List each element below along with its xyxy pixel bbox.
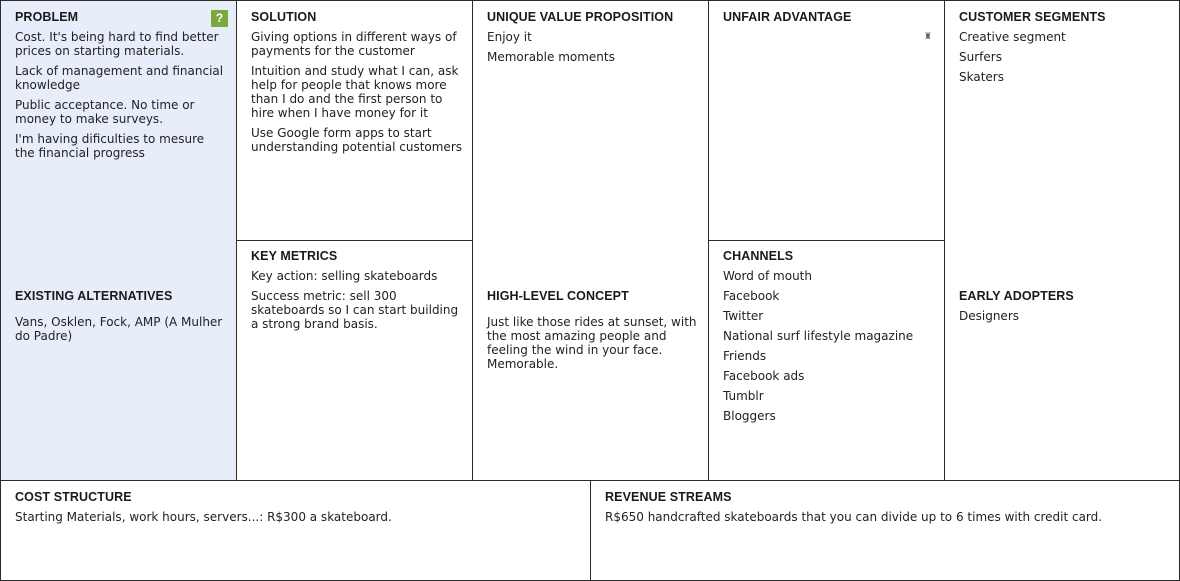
list-item[interactable]: Facebook ads: [723, 369, 805, 383]
solution-title: SOLUTION: [251, 10, 317, 24]
list-item[interactable]: Friends: [723, 349, 767, 363]
cost-structure-section[interactable]: [0, 480, 591, 581]
early-adopters-items: [959, 309, 1169, 329]
high-level-concept-title: HIGH-LEVEL CONCEPT: [487, 289, 629, 303]
unfair-advantage-title: UNFAIR ADVANTAGE: [723, 10, 852, 24]
list-item[interactable]: Starting Materials, work hours, servers...: R$300 a skateboard.: [15, 510, 392, 524]
channels-title: CHANNELS: [723, 249, 794, 263]
list-item[interactable]: I'm having dificulties to mesure the financial progress: [15, 132, 205, 160]
list-item[interactable]: National surf lifestyle magazine: [723, 329, 914, 343]
list-item[interactable]: Vans, Osklen, Fock, AMP (A Mulher do Padre): [15, 315, 223, 343]
list-item[interactable]: Skaters: [959, 70, 1004, 84]
key-metrics-title: KEY METRICS: [251, 249, 338, 263]
list-item[interactable]: Success metric: sell 300 skateboards so I can start building a strong brand basis.: [251, 289, 459, 331]
help-icon[interactable]: ?: [211, 10, 228, 27]
list-item[interactable]: Public acceptance. No time or money to make surveys.: [15, 98, 195, 126]
cost-structure-title: COST STRUCTURE: [15, 490, 132, 504]
list-item[interactable]: Enjoy it: [487, 30, 532, 44]
customer-segments-items: [959, 30, 1169, 90]
list-item[interactable]: Cost. It's being hard to find better prices on starting materials.: [15, 30, 219, 58]
list-item[interactable]: Bloggers: [723, 409, 776, 423]
revenue-streams-items: [605, 510, 1169, 530]
revenue-streams-title: REVENUE STREAMS: [605, 490, 732, 504]
list-item[interactable]: Intuition and study what I can, ask help for people that knows more than I do and the first person to hire when I have money for it: [251, 64, 459, 120]
list-item[interactable]: Lack of management and financial knowledge: [15, 64, 224, 92]
key-metrics-section[interactable]: [236, 240, 473, 481]
revenue-streams-section[interactable]: [590, 480, 1180, 581]
uvp-items: [487, 30, 698, 70]
list-item[interactable]: Designers: [959, 309, 1019, 323]
problem-title: PROBLEM: [15, 10, 79, 24]
list-item[interactable]: Just like those rides at sunset, with the most amazing people and feeling the wind in your face. Memorable.: [487, 315, 697, 371]
list-item[interactable]: Surfers: [959, 50, 1002, 64]
list-item[interactable]: Giving options in different ways of payments for the customer: [251, 30, 457, 58]
list-item[interactable]: Tumblr: [723, 389, 764, 403]
high-level-concept-items: [487, 315, 698, 377]
list-item[interactable]: Facebook: [723, 289, 780, 303]
solution-items: [251, 30, 462, 160]
solution-section[interactable]: [236, 0, 473, 241]
channels-items: [723, 269, 934, 429]
channels-section[interactable]: [708, 240, 945, 481]
list-item[interactable]: Key action: selling skateboards: [251, 269, 438, 283]
key-metrics-items: [251, 269, 462, 337]
cost-structure-items: [15, 510, 580, 530]
customer-segments-section[interactable]: [944, 0, 1180, 481]
list-item[interactable]: R$650 handcrafted skateboards that you can divide up to 6 times with credit card.: [605, 510, 1103, 524]
list-item[interactable]: Word of mouth: [723, 269, 812, 283]
list-item[interactable]: Twitter: [723, 309, 764, 323]
list-item[interactable]: Memorable moments: [487, 50, 615, 64]
early-adopters-title: EARLY ADOPTERS: [959, 289, 1074, 303]
list-item[interactable]: Use Google form apps to start understanding potential customers: [251, 126, 463, 154]
unfair-advantage-section[interactable]: [708, 0, 945, 241]
uvp-section[interactable]: [472, 0, 709, 481]
list-item[interactable]: Creative segment: [959, 30, 1066, 44]
customer-segments-title: CUSTOMER SEGMENTS: [959, 10, 1106, 24]
existing-alternatives-title: EXISTING ALTERNATIVES: [15, 289, 173, 303]
problem-section[interactable]: [0, 0, 237, 481]
existing-alternatives-items: [15, 315, 226, 349]
pin-icon[interactable]: ♜: [923, 32, 932, 42]
uvp-title: UNIQUE VALUE PROPOSITION: [487, 10, 674, 24]
problem-items: [15, 30, 226, 166]
